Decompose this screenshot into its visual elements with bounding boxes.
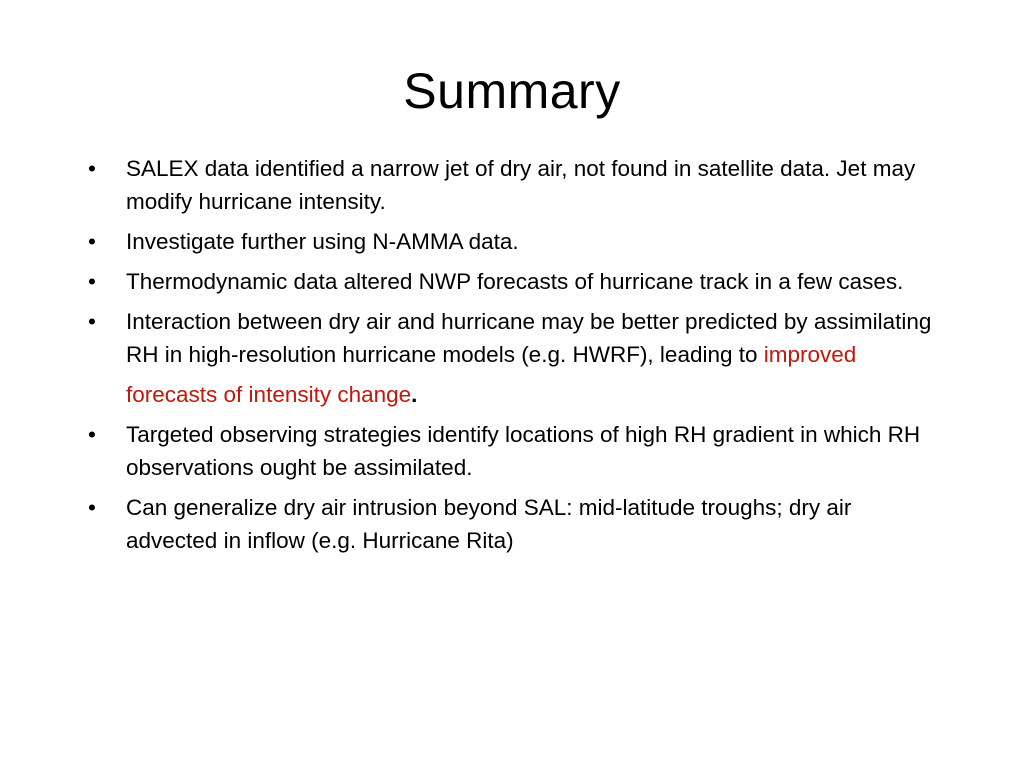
- bullet-item-1: [88, 152, 948, 218]
- bullet-marker: •: [88, 229, 96, 254]
- bullet-marker: •: [88, 495, 96, 520]
- bullet-marker: •: [88, 156, 96, 181]
- bullet-text-4-before: Interaction between dry air and hurricane may be better predicted by assimilating RH in high-resolution hurricane models (e.g. HWRF), leading to: [126, 309, 932, 367]
- highlight-intensity-change: improved forecasts of intensity change: [126, 342, 857, 407]
- bullet-item-4: [88, 305, 948, 411]
- bullet-marker: •: [88, 422, 96, 447]
- bullet-text-2: Investigate further using N-AMMA data.: [126, 229, 519, 254]
- bullet-list: [88, 152, 948, 564]
- bullet-text-1: SALEX data identified a narrow jet of dry air, not found in satellite data. Jet may modify hurricane intensity.: [126, 156, 916, 214]
- bullet-marker: •: [88, 309, 96, 334]
- bullet-text-5: Targeted observing strategies identify locations of high RH gradient in which RH observations ought be assimilated.: [126, 422, 921, 480]
- bullet-text-4-after: .: [411, 382, 418, 407]
- bullet-text-6: Can generalize dry air intrusion beyond SAL: mid-latitude troughs; dry air advected in inflow (e.g. Hurricane Rita): [126, 495, 852, 553]
- bullet-text-3: Thermodynamic data altered NWP forecasts of hurricane track in a few cases.: [126, 269, 904, 294]
- bullet-item-6: [88, 491, 948, 557]
- bullet-item-5: [88, 418, 948, 484]
- bullet-marker: •: [88, 269, 96, 294]
- bullet-item-2: [88, 225, 948, 258]
- slide-title: Summary: [403, 63, 621, 119]
- bullet-item-3: [88, 265, 948, 298]
